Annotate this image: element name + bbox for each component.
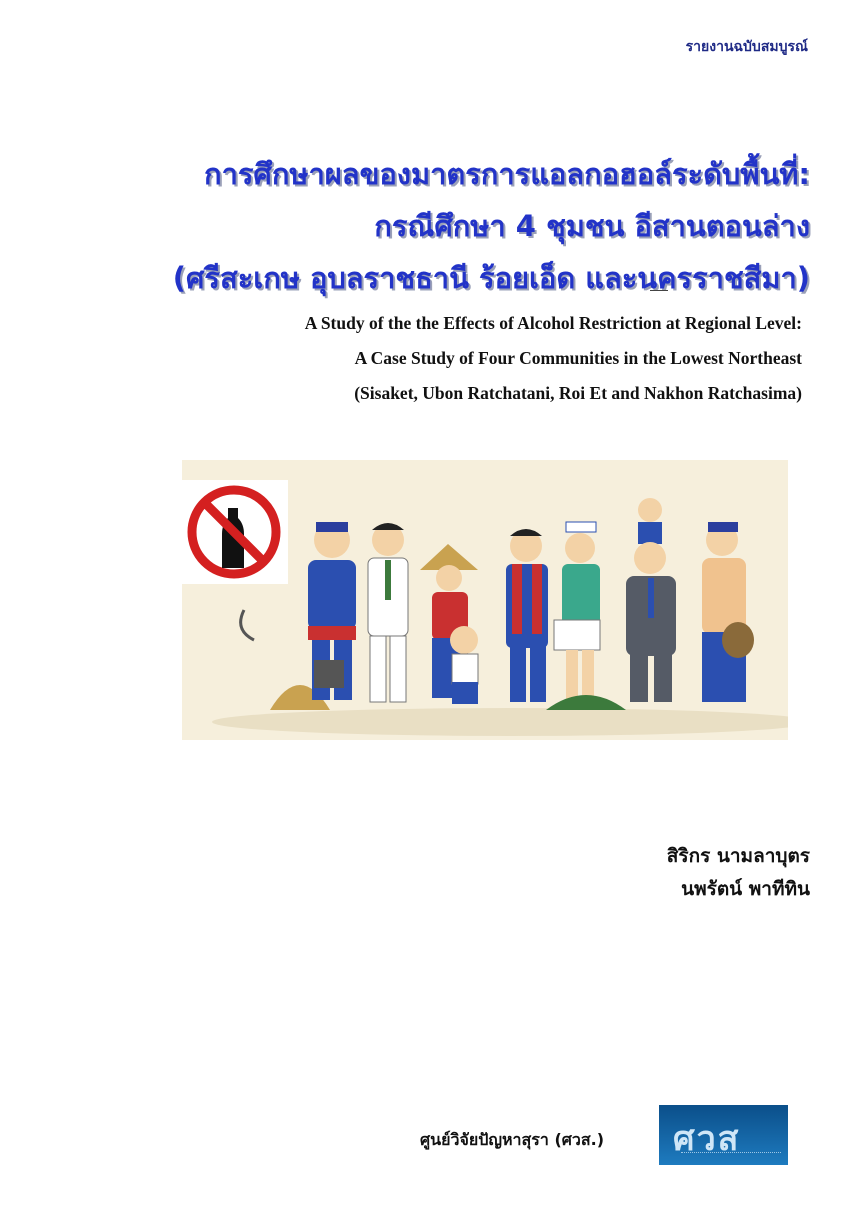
publisher-logo bbox=[659, 1105, 788, 1165]
authors bbox=[667, 840, 810, 906]
english-title-line-2: A Case Study of Four Communities in the Lowest Northeast bbox=[354, 348, 802, 368]
figure-nurse bbox=[554, 522, 600, 702]
figure-child bbox=[450, 626, 478, 704]
figure-office-worker bbox=[368, 523, 408, 702]
thai-title bbox=[110, 148, 810, 304]
author-1: สิริกร นามลาบุตร bbox=[666, 845, 810, 867]
thai-title-line-2: กรณีศึกษา 4 ชุมชน อีสานตอนล่าง bbox=[374, 209, 810, 243]
english-title-line-1: A Study of the the Effects of Alcohol Restriction at Regional Level: bbox=[304, 313, 802, 333]
logo-text: ศวส bbox=[673, 1119, 741, 1159]
thai-title-line-1: การศึกษาผลของมาตรการแอลกอฮอล์ระดับพื้นที่: bbox=[204, 157, 810, 191]
figure-father-child bbox=[626, 498, 676, 702]
figure-man-scarf bbox=[506, 529, 548, 702]
thai-title-line-3: (ศรีสะเกษ อุบลราชธานี ร้อยเอ็ด และนครราชสีมา) bbox=[172, 261, 810, 295]
english-title-line-3: (Sisaket, Ubon Ratchatani, Roi Et and Nakhon Ratchasima) bbox=[354, 383, 802, 403]
publisher-name: ศูนย์วิจัยปัญหาสุรา (ศวส.) bbox=[420, 1130, 605, 1149]
no-alcohol-sign-icon bbox=[182, 480, 288, 584]
author-2: นพรัตน์ พาทีทิน bbox=[681, 878, 810, 900]
english-title bbox=[102, 306, 802, 411]
figure-farmer bbox=[308, 522, 356, 700]
community-people-illustration bbox=[182, 460, 788, 740]
divider-mark bbox=[650, 290, 668, 292]
figure-man-bag bbox=[702, 522, 754, 702]
cover-illustration bbox=[182, 460, 788, 740]
logo-underline bbox=[681, 1152, 781, 1158]
report-type-label: รายงานฉบับสมบูรณ์ bbox=[685, 39, 808, 55]
